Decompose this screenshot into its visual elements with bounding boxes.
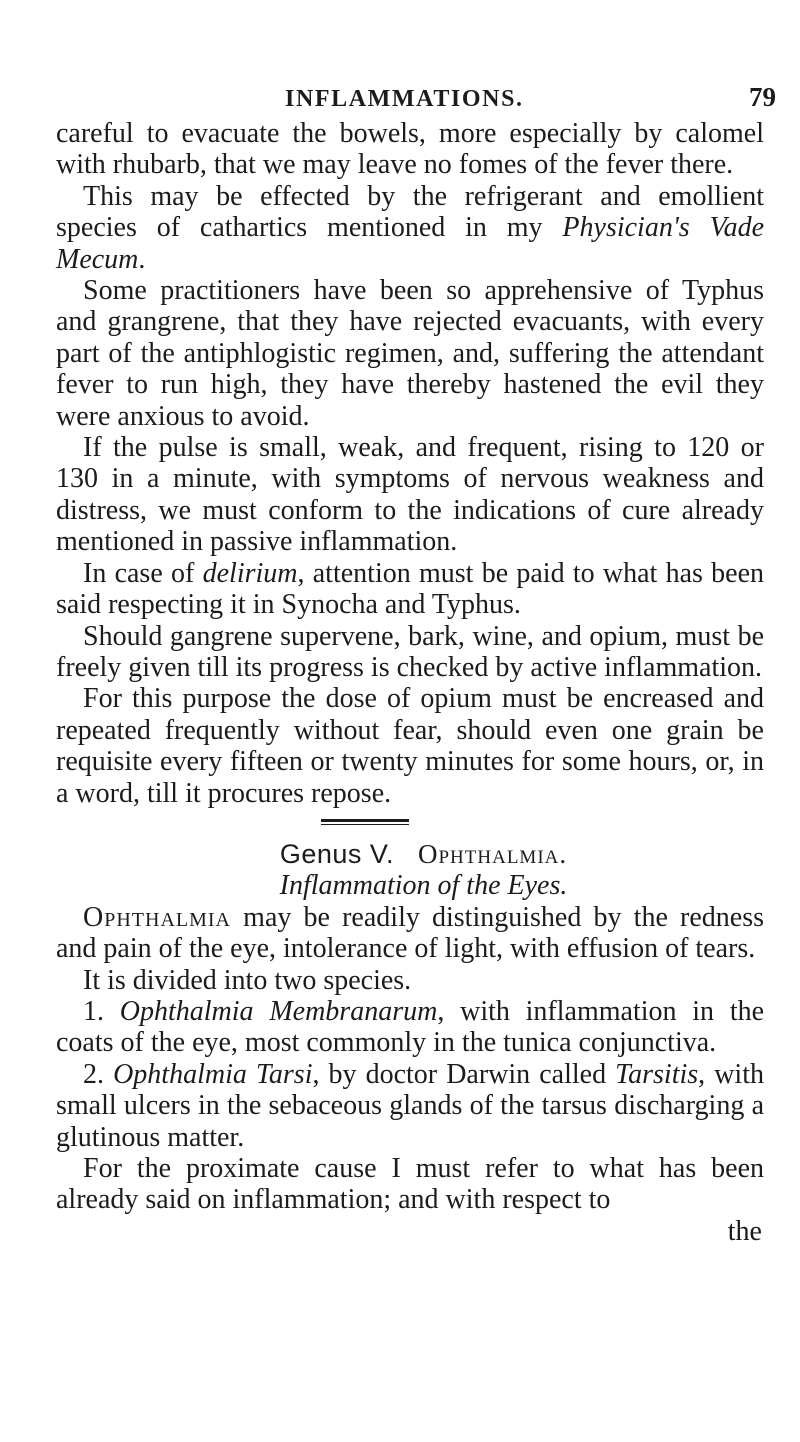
paragraph <box>56 275 764 432</box>
paragraph-text: If the pulse is small, weak, and frequent, rising to 120 or 130 in a minute, with symptoms of nervous weakness and distress, we must conform to the indications of cure already mentioned in passive inflammation. <box>56 432 764 558</box>
paragraph-text: It is divided into two species. <box>83 964 412 996</box>
species-name: Ophthalmia Membranarum <box>119 995 438 1027</box>
book-title: Physician's Vade Mecum <box>56 212 764 275</box>
paragraph-text: , by doctor Darwin called <box>312 1058 616 1090</box>
paragraph <box>56 683 764 809</box>
paragraph-text: . <box>138 243 146 275</box>
italic-term: delirium <box>202 557 298 589</box>
paragraph-text: In case of <box>83 557 203 589</box>
paragraph-text: Some practitioners have been so apprehensive of Typhus and grangrene, that they have rejected evacuants, with every part of the antiphlogistic regimen, and, suffering the attendant fever to run high, they have thereby hastened the evil they were anxious to avoid. <box>56 275 764 432</box>
section-subtitle-text: Inflammation of the Eyes. <box>279 870 568 902</box>
page-body <box>56 118 764 1247</box>
paragraph <box>56 432 764 558</box>
genus-name: Ophthalmia. <box>417 838 568 869</box>
paragraph <box>56 558 764 621</box>
paragraph <box>56 181 764 275</box>
catchword: the <box>727 1215 762 1247</box>
paragraph <box>56 621 764 684</box>
double-rule <box>321 819 409 822</box>
paragraph-text: Should gangrene supervene, bark, wine, and opium, must be freely given till its progress is checked by active inflammation. <box>56 620 764 683</box>
paragraph-text: , with small ulcers in the sebaceous glands of the tarsus discharging a glutinous matter. <box>56 1058 764 1153</box>
list-item <box>56 996 764 1059</box>
paragraph-text: , attention must be paid to what has been said respecting it in Synocha and Typhus. <box>56 557 765 621</box>
genus-heading <box>56 839 764 870</box>
paragraph-text: may be readily distinguished by the redness and pain of the eye, intolerance of light, with effusion of tears. <box>56 901 764 965</box>
species-name: Ophthalmia Tarsi <box>113 1058 313 1090</box>
page-number: 79 <box>749 82 776 112</box>
paragraph <box>56 902 764 965</box>
paragraph <box>56 965 764 996</box>
italic-term: Tarsitis <box>615 1058 699 1090</box>
list-number: 1. <box>83 995 120 1027</box>
paragraph-continued <box>56 118 764 181</box>
paragraph-text: For the proximate cause I must refer to what has been already said on inflammation; and with respect to <box>56 1153 764 1216</box>
genus-label: Genus V. <box>279 838 394 869</box>
list-number: 2. <box>83 1058 114 1090</box>
page-header <box>0 80 800 120</box>
list-item <box>56 1059 764 1153</box>
paragraph-text: This may be effected by the refrigerant and emollient species of cathartics mentioned in my <box>56 180 764 244</box>
small-caps-term: Ophthalmia <box>83 901 231 933</box>
section-divider <box>56 809 764 839</box>
paragraph-text: , with inflammation in the coats of the eye, most commonly in the tunica conjunctiva. <box>56 995 765 1059</box>
paragraph-text: careful to evacuate the bowels, more especially by calomel with rhubarb, that we may leave no fomes of the fever there. <box>56 118 764 181</box>
section-subtitle <box>56 870 764 901</box>
paragraph <box>56 1153 764 1247</box>
paragraph-text: For this purpose the dose of opium must be encreased and repeated frequently without fear, should even one grain be requisite every fifteen or twenty minutes for some hours, or, in a word, till it procures repose. <box>56 683 764 809</box>
running-head: INFLAMMATIONS. <box>285 86 524 112</box>
